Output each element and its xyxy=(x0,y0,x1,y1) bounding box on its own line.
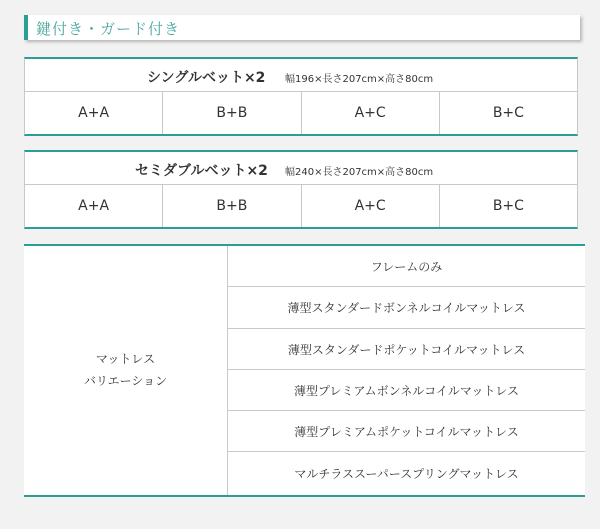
variation-option: 薄型スタンダードボンネルコイルマットレス xyxy=(228,287,585,329)
table-title-row xyxy=(25,59,577,92)
variation-option: フレームのみ xyxy=(228,246,585,287)
combination-cell: B+C xyxy=(439,185,577,227)
variation-label-line2: バリエーション xyxy=(83,374,168,388)
combination-table-single xyxy=(24,57,578,136)
variation-option: 薄型プレミアムボンネルコイルマットレス xyxy=(228,370,585,411)
combination-cell: A+C xyxy=(301,92,439,134)
combination-cell: B+B xyxy=(162,92,300,134)
variation-option: マルチラススーパースプリングマットレス xyxy=(294,467,519,481)
variation-label-cell xyxy=(24,246,228,495)
table-title: セミダブルベット×2 xyxy=(135,163,268,179)
table-size: 幅240×長さ207cm×高さ80cm xyxy=(285,167,434,178)
section-title: 鍵付き・ガード付き xyxy=(36,20,181,38)
combination-cell: A+A xyxy=(78,105,110,121)
variation-option: 薄型スタンダードポケットコイルマットレス xyxy=(228,329,585,370)
table-title-row xyxy=(25,152,577,185)
table-size: 幅196×長さ207cm×高さ80cm xyxy=(285,74,434,85)
combination-table-semidouble xyxy=(24,150,578,229)
combination-row xyxy=(25,92,577,134)
combination-cell: B+C xyxy=(439,92,577,134)
section-header xyxy=(24,15,580,40)
variation-label-line1: マットレス xyxy=(95,352,156,366)
combination-cell: A+A xyxy=(78,198,110,214)
combination-row xyxy=(25,185,577,227)
table-title: シングルベット×2 xyxy=(147,70,266,86)
mattress-variation-table xyxy=(24,244,585,497)
combination-cell: B+B xyxy=(162,185,300,227)
variation-option: 薄型プレミアムポケットコイルマットレス xyxy=(228,411,585,452)
combination-cell: A+C xyxy=(301,185,439,227)
